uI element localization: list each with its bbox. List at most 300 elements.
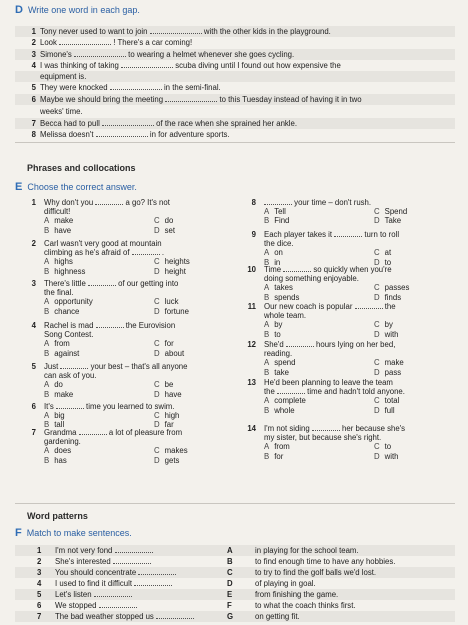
option-letter: D [154,455,160,465]
answer-option[interactable] [44,226,71,235]
question-text-line [44,207,70,216]
sentence-ending: to find enough time to have any hobbies. [255,557,396,566]
question-text: . [159,248,165,258]
answer-option[interactable] [154,456,179,465]
sentence-ending: on getting fit. [255,612,300,621]
question-text-line [264,340,395,349]
question-text-line [264,387,405,396]
option-letter: A [44,216,50,226]
answer-option[interactable] [44,456,67,465]
question-text-line [44,402,174,411]
question-text: Time [264,265,284,274]
item-text-before-gap: They were knocked [40,83,108,92]
question-text: I'm not siding [264,424,312,433]
item-number: 3 [31,50,36,59]
answer-option[interactable] [264,406,295,415]
answer-gap[interactable] [134,585,172,586]
answer-option[interactable] [154,446,188,455]
option-letter: B [264,367,270,377]
answer-gap[interactable] [59,44,111,45]
answer-option[interactable] [154,297,179,306]
option-text: Tell [274,207,286,217]
question-text-line [264,378,393,387]
answer-option[interactable] [44,216,73,225]
ending-letter: C [227,568,233,577]
answer-option[interactable] [44,297,93,306]
option-letter: D [374,367,380,377]
option-text: have [164,389,182,399]
option-letter: A [44,380,50,390]
answer-option[interactable] [154,216,173,225]
answer-option[interactable] [44,446,71,455]
sentence-start-text: The bad weather stopped us [55,612,154,621]
item-text [40,83,221,92]
option-text: highs [54,257,73,267]
sentence-start [55,546,153,555]
item-text-after-gap: scuba diving until I found out how expensive the [175,61,341,70]
sentence-start-text: Let's listen [55,590,92,599]
item-number: 4 [31,61,36,70]
question-text: so quickly when you're [311,265,392,274]
answer-gap[interactable] [150,33,202,34]
question-text: Just [44,362,61,371]
question-text: your time – don't rush. [292,198,372,207]
question-text-line [44,362,187,371]
option-text: make [384,358,404,368]
option-text: fortune [164,306,189,316]
option-text: from [274,442,290,452]
answer-option[interactable] [374,406,395,415]
question-text: Each player takes it [264,230,335,239]
question-text-line [44,239,162,248]
option-text: pass [384,367,402,377]
question-text-line [44,198,170,207]
item-text-after-gap: in the semi-final. [163,83,221,92]
option-text: on [274,248,283,258]
question-text: time you learned to swim. [83,402,175,411]
answer-option[interactable] [264,330,281,339]
option-text: in [274,257,281,267]
question-text-line [44,371,96,380]
answer-gap[interactable] [334,236,362,237]
answer-option[interactable] [264,396,306,405]
answer-option[interactable] [154,390,182,399]
answer-option[interactable] [264,320,282,329]
question-number: 6 [31,402,36,411]
option-text: against [54,348,80,358]
option-text: at [384,248,392,258]
option-text: to [384,442,392,452]
item-text [40,95,362,104]
sentence-ending: to try to find the golf balls we'd lost. [255,568,377,577]
option-text: complete [274,396,306,406]
sentence-start-text: I'm not very fond [55,546,113,555]
option-text: makes [164,446,188,456]
item-text-before-gap: Tony never used to want to join [40,27,148,36]
sentence-start [55,579,172,588]
question-number: 12 [247,340,256,349]
question-text: Song Contest. [44,330,94,340]
word-patterns-heading: Word patterns [27,511,88,521]
ending-letter: B [227,557,233,566]
answer-gap[interactable] [102,125,154,126]
answer-option[interactable] [154,349,184,358]
item-text-after-gap: of the race when she sprained her ankle. [156,119,298,128]
question-text: time and hadn't told anyone. [305,387,405,397]
item-text-after-gap: with the other kids in the playground. [203,27,331,36]
option-text: for [274,451,284,461]
item-number: 6 [31,95,36,104]
answer-option[interactable] [44,339,70,348]
question-text: He'd been planning to leave the team [264,378,393,387]
question-text-line [264,302,396,311]
option-text: Spend [384,207,408,217]
answer-option[interactable] [264,442,290,451]
option-text: heights [164,257,190,267]
option-text: take [274,367,289,377]
answer-option[interactable] [264,248,283,257]
answer-option[interactable] [374,368,401,377]
answer-option[interactable] [264,368,289,377]
item-text-after-gap: in for adventure sports. [149,130,230,139]
sentence-start [55,601,137,610]
answer-gap[interactable] [94,596,132,597]
question-text-line [264,274,359,283]
match-row [15,546,455,557]
option-text: Find [274,216,290,226]
item-text-after-gap: to this Tuesday instead of having it in two [219,95,362,104]
option-letter: D [374,216,380,226]
item-text-before-gap: Maybe we should bring the meeting [40,95,164,104]
answer-gap[interactable] [113,563,151,564]
question-text: She'd [264,340,286,349]
answer-option[interactable] [154,307,189,316]
sentence-ending: to what the coach thinks first. [255,601,356,610]
option-letter: B [264,257,270,267]
option-letter: C [154,257,160,267]
ending-letter: G [227,612,234,621]
sentence-ending: in playing for the school team. [255,546,359,555]
option-text: to [384,257,392,267]
item-text-before-gap: Simone's [40,50,72,59]
question-text: turn to roll [362,230,400,239]
question-text: Grandma [44,428,79,437]
option-text: spend [274,358,296,368]
answer-option[interactable] [374,248,391,257]
answer-option[interactable] [374,442,391,451]
question-text: her because she's [339,424,406,433]
answer-gap[interactable] [79,434,107,435]
option-text: finds [384,292,402,302]
section-letter: F [15,527,22,539]
option-letter: C [374,207,380,217]
answer-option[interactable] [44,380,63,389]
sentence-start [55,568,176,577]
item-number: 7 [31,119,36,128]
answer-gap[interactable] [96,327,124,328]
option-letter: A [264,358,270,368]
option-letter: D [374,405,380,415]
sentence-ending: of playing in goal. [255,579,316,588]
question-text-line [264,265,392,274]
item-text [40,61,341,70]
answer-gap[interactable] [96,136,148,137]
option-letter: A [264,248,270,258]
option-letter: A [264,283,270,293]
answer-option[interactable] [44,390,73,399]
option-text: luck [164,297,179,307]
answer-option[interactable] [264,207,286,216]
item-text [40,130,230,139]
question-text-line [264,424,405,433]
item-text [40,38,192,47]
option-letter: B [44,389,50,399]
option-letter: C [154,446,160,456]
option-letter: C [374,283,380,293]
answer-gap[interactable] [165,101,217,102]
option-letter: C [154,411,160,421]
item-number: 1 [31,27,36,36]
item-number: 1 [37,546,42,555]
option-letter: A [264,320,270,330]
item-text [40,50,294,59]
answer-option[interactable] [44,257,73,266]
option-letter: D [154,225,160,235]
answer-option[interactable] [264,216,289,225]
answer-option[interactable] [154,380,173,389]
question-number: 7 [31,428,36,437]
item-number: 5 [37,590,42,599]
answer-option[interactable] [154,267,186,276]
answer-option[interactable] [264,293,299,302]
question-text: doing something enjoyable. [264,274,359,284]
option-letter: B [264,216,270,226]
answer-option[interactable] [44,349,79,358]
question-text-line [44,321,175,330]
option-letter: D [374,292,380,302]
match-row [15,590,455,601]
option-letter: B [44,420,50,430]
option-text: takes [274,283,293,293]
item-number: 2 [37,557,42,566]
ending-letter: E [227,590,233,599]
answer-gap[interactable] [156,618,194,619]
answer-option[interactable] [264,283,293,292]
option-letter: C [154,339,160,349]
item-text-before-gap: weeks' time. [40,107,83,116]
answer-option[interactable] [154,411,179,420]
option-text: have [54,225,72,235]
answer-gap[interactable] [74,56,126,57]
question-text-line [44,330,93,339]
answer-option[interactable] [374,216,401,225]
section-instruction: Write one word in each gap. [27,5,140,15]
option-text: gets [164,455,180,465]
divider [15,142,455,143]
option-letter: D [154,306,160,316]
section-letter: D [15,4,23,16]
answer-gap[interactable] [138,574,176,575]
question-text: Why don't you [44,198,96,207]
answer-option[interactable] [374,358,404,367]
answer-gap[interactable] [286,346,314,347]
question-text: It's [44,402,56,411]
question-text: the Eurovision [123,321,176,330]
option-letter: B [44,306,50,316]
option-text: do [54,380,63,390]
answer-gap[interactable] [121,67,173,68]
answer-gap[interactable] [95,204,123,205]
option-letter: B [44,225,50,235]
answer-option[interactable] [44,411,65,420]
option-text: to [274,329,281,339]
option-letter: A [264,442,270,452]
question-number: 9 [251,230,256,239]
question-text-line [44,279,178,288]
option-text: for [164,339,174,349]
answer-gap[interactable] [132,254,160,255]
answer-option[interactable] [44,307,79,316]
question-text: Rachel is mad [44,321,96,330]
answer-gap[interactable] [264,204,292,205]
answer-option[interactable] [154,339,174,348]
item-text-after-gap: ! There's a car coming! [113,38,193,47]
question-text: my sister, but because she's right. [264,433,382,443]
option-text: make [54,216,74,226]
ending-letter: D [227,579,233,588]
answer-option[interactable] [264,452,283,461]
option-text: with [384,329,399,339]
answer-gap[interactable] [312,430,340,431]
question-text-line [44,428,182,437]
answer-option[interactable] [154,226,175,235]
question-text-line [264,433,381,442]
option-letter: B [44,348,50,358]
answer-option[interactable] [154,257,190,266]
question-number: 11 [247,302,256,311]
question-number: 10 [247,265,256,274]
sentence-start [55,612,194,621]
option-letter: A [44,339,50,349]
answer-gap[interactable] [283,271,311,272]
section-f-header [15,527,132,539]
answer-gap[interactable] [110,89,162,90]
option-letter: B [264,451,270,461]
question-text-line [44,437,81,446]
question-text: gardening. [44,437,81,447]
option-letter: D [154,420,160,430]
answer-option[interactable] [264,358,295,367]
match-row [15,612,455,623]
sentence-start-text: She's interested [55,557,111,566]
item-text-before-gap: Becca had to pull [40,119,100,128]
item-number: 7 [37,612,42,621]
question-number: 2 [31,239,36,248]
option-letter: A [44,411,50,421]
sentence-start-text: We stopped [55,601,97,610]
answer-gap[interactable] [88,285,116,286]
answer-option[interactable] [374,207,407,216]
option-letter: B [44,455,50,465]
question-number: 5 [31,362,36,371]
answer-gap[interactable] [355,308,383,309]
option-letter: A [44,446,50,456]
question-text: the [264,387,278,397]
question-number: 14 [247,424,256,433]
option-letter: C [374,358,380,368]
ending-letter: F [227,601,232,610]
sentence-ending: from finishing the game. [255,590,339,599]
answer-option[interactable] [374,330,399,339]
answer-gap[interactable] [115,552,153,553]
option-text: big [54,411,65,421]
option-letter: B [264,292,270,302]
question-text: difficult! [44,207,71,217]
option-text: total [384,396,400,406]
item-number: 8 [31,130,36,139]
option-text: from [54,339,70,349]
question-text: climbing as he's afraid of [44,248,132,258]
option-text: has [54,455,67,465]
option-text: be [164,380,174,390]
question-number: 13 [247,378,256,387]
answer-option[interactable] [374,452,399,461]
option-text: chance [54,306,80,316]
question-text-line [264,230,399,239]
question-text-line [44,288,73,297]
option-text: high [164,411,180,421]
question-text: whole team. [264,311,307,321]
answer-option[interactable] [374,320,393,329]
section-instruction: Match to make sentences. [26,528,132,538]
answer-gap[interactable] [56,408,84,409]
question-text: There's little [44,279,88,288]
option-text: Take [384,216,402,226]
answer-gap[interactable] [277,393,305,394]
option-text: does [54,446,72,456]
option-text: far [164,420,174,430]
ending-letter: A [227,546,233,555]
question-text: reading. [264,349,293,359]
option-letter: C [154,380,160,390]
item-text-after-gap: to wearing a helmet whenever she goes cycling. [128,50,295,59]
option-letter: D [154,348,160,358]
option-letter: A [44,257,50,267]
option-letter: C [374,442,380,452]
option-letter: B [44,266,50,276]
option-letter: D [374,329,380,339]
question-text: a lot of pleasure from [106,428,183,437]
item-number: 2 [31,38,36,47]
option-letter: A [264,396,270,406]
answer-gap[interactable] [60,368,88,369]
answer-option[interactable] [44,267,85,276]
item-number: 4 [37,579,42,588]
item-text [40,119,297,128]
option-letter: B [264,405,270,415]
answer-option[interactable] [374,283,409,292]
item-number: 3 [37,568,42,577]
option-text: about [164,348,185,358]
section-d-header [15,4,140,16]
answer-option[interactable] [374,293,401,302]
item-text [40,27,331,36]
answer-gap[interactable] [99,607,137,608]
answer-option[interactable] [374,396,399,405]
question-text: can ask of you. [44,371,97,381]
option-letter: D [154,266,160,276]
divider [15,503,455,504]
